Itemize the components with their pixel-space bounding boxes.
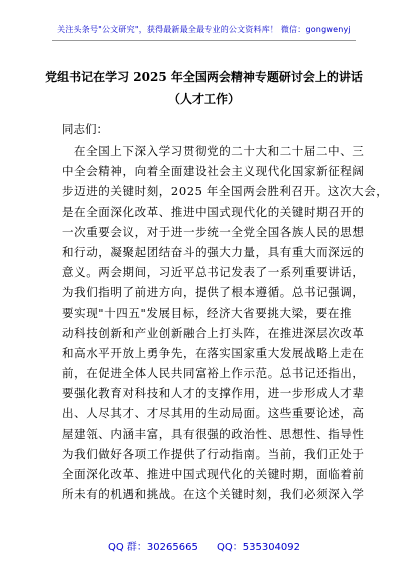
footer-contact — [0, 538, 408, 553]
body-line: 全面深化改革、推进中国式现代化的关键时期，面临着前 — [62, 467, 365, 481]
header-banner: 关注头条号"公文研究"，获得最新最全最专业的公文资料库！ 微信：gongwenyj — [57, 25, 351, 34]
salutation: 同志们： — [62, 122, 108, 136]
body-line: 和行动，凝聚起团结奋斗的强大力量，具有重大而深远的 — [62, 244, 365, 259]
footer-qq: QQ：535304092 — [217, 542, 301, 553]
document-subtitle: （人才工作） — [167, 92, 240, 106]
body-line: 为我们做好各项工作提供了行动指南。当前，我们正处于 — [62, 446, 365, 461]
body-line: 屋建瓴、内涵丰富，具有很强的政治性、思想性、指导性 — [62, 426, 365, 441]
body-line: 步迈进的关键时刻，2025 年全国两会胜利召开。这次大会， — [62, 184, 389, 199]
body-line: 是在全面深化改革、推进中国式现代化的关键时期召开的 — [62, 204, 365, 219]
body-line: 前，在促进全体人民共同富裕上作示范。总书记还指出， — [62, 366, 365, 381]
header-divider — [52, 40, 356, 41]
body-line: 和高水平开放上勇争先，在落实国家重大发展战略上走在 — [62, 345, 365, 360]
body-line: 中全会精神，向着全面建设社会主义现代化国家新征程阔 — [62, 164, 365, 179]
body-line: 出、人尽其才、才尽其用的生动局面。这些重要论述，高 — [62, 406, 365, 421]
footer-qq-group: QQ 群：30265665 — [107, 542, 198, 553]
body-line: 所未有的机遇和挑战。在这个关键时刻，我们必须深入学 — [62, 487, 365, 502]
body-line: 要强化教育对科技和人才的支撑作用，进一步形成人才辈 — [62, 386, 365, 401]
body-line: 意义。两会期间，习近平总书记发表了一系列重要讲话， — [62, 265, 365, 280]
body-text — [62, 141, 389, 504]
body-line: 一次重要会议，对于进一步统一全党全国各族人民的思想 — [62, 224, 365, 239]
body-line: 在全国上下深入学习贯彻党的二十大和二十届二中、三 — [74, 144, 365, 158]
body-line: 动科技创新和产业创新融合上打头阵，在推进深层次改革 — [62, 325, 365, 340]
body-line: 要实现"十四五"发展目标，经济大省要挑大梁，要在推 — [62, 305, 353, 320]
document-title: 党组书记在学习 2025 年全国两会精神专题研讨会上的讲话 — [45, 70, 363, 84]
body-line: 为我们指明了前进方向，提供了根本遵循。总书记强调， — [62, 285, 365, 300]
